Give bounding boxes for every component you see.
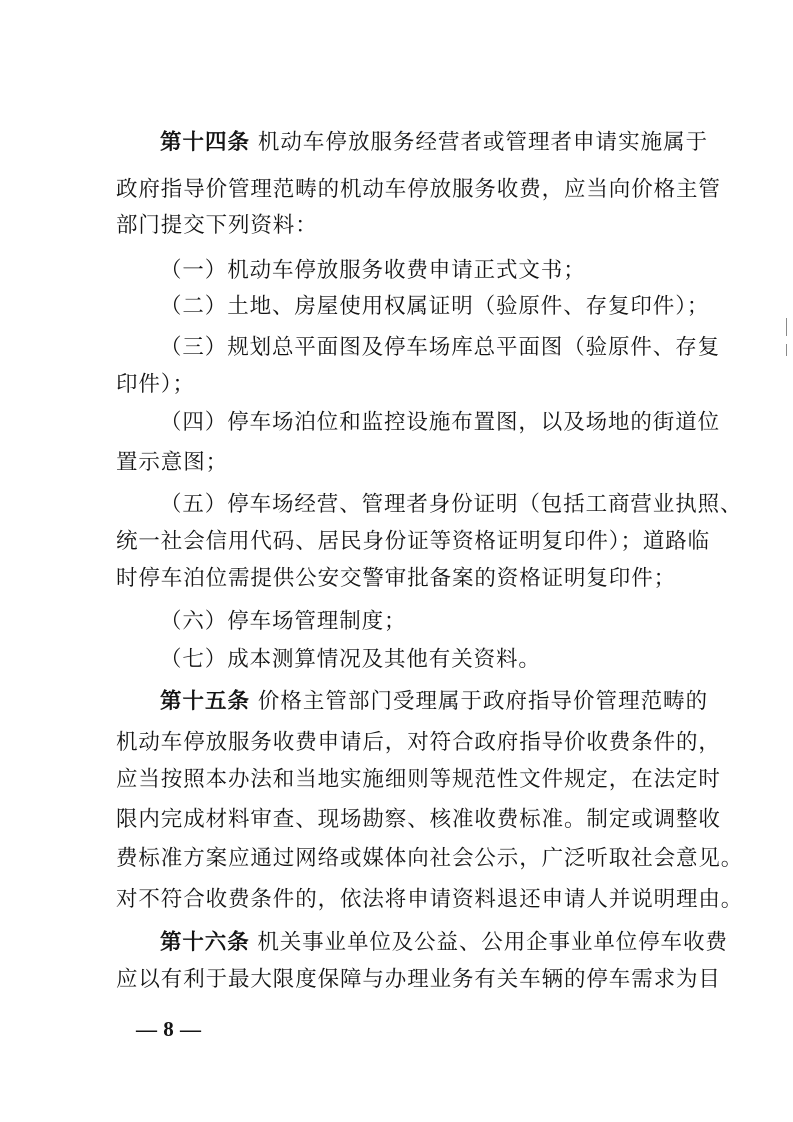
- article-14-item-5-line-2: 统一社会信用代码、居民身份证等资格证明复印件）；道路临: [116, 529, 711, 554]
- article-14-item-5-line-3: 时停车泊位需提供公安交警审批备案的资格证明复印件；: [116, 566, 677, 591]
- article-15-line-5: 费标准方案应通过网络或媒体向社会公示，广泛听取社会意见。: [116, 846, 744, 871]
- article-14-heading: 第十四条: [160, 130, 251, 155]
- article-16-line-1: [160, 928, 728, 958]
- article-15-line-1: [160, 687, 708, 717]
- article-14-item-3-line-1: （三）规划总平面图及停车场库总平面图（验原件、存复: [160, 335, 721, 360]
- article-14-line-2: 政府指导价管理范畴的机动车停放服务收费，应当向价格主管: [116, 177, 721, 202]
- article-14-item-2: （二）土地、房屋使用权属证明（验原件、存复印件）；: [160, 294, 710, 319]
- article-14-line-3: 部门提交下列资料：: [116, 213, 318, 238]
- scan-mark: [786, 318, 787, 336]
- article-15-line-4: 限内完成材料审查、现场勘察、核准收费标准。制定或调整收: [116, 807, 721, 832]
- article-14-item-3-line-2: 印件）；: [116, 372, 195, 397]
- article-16-intro-text: 机关事业单位及公益、公用企事业单位停车收费: [257, 930, 728, 955]
- article-15-line-3: 应当按照本办法和当地实施细则等规范性文件规定，在法定时: [116, 767, 721, 792]
- article-16-heading: 第十六条: [160, 930, 250, 955]
- article-14-item-4-line-1: （四）停车场泊位和监控设施布置图，以及场地的街道位: [160, 410, 721, 435]
- article-14-item-4-line-2: 置示意图；: [116, 450, 229, 475]
- article-14-item-5-line-1: （五）停车场经营、管理者身份证明（包括工商营业执照、: [160, 492, 743, 517]
- article-14-intro-text: 机动车停放服务经营者或管理者申请实施属于: [257, 130, 708, 155]
- article-14-item-6: （六）停车场管理制度；: [160, 609, 407, 634]
- article-16-line-2: 应以有利于最大限度保障与办理业务有关车辆的停车需求为目: [116, 967, 721, 992]
- article-15-heading: 第十五条: [160, 689, 251, 714]
- article-15-intro-text: 价格主管部门受理属于政府指导价管理范畴的: [257, 689, 708, 714]
- article-14-item-7: （七）成本测算情况及其他有关资料。: [160, 647, 541, 672]
- article-15-line-6: 对不符合收费条件的，依法将申请资料退还申请人并说明理由。: [116, 887, 744, 912]
- article-14-item-1: （一）机动车停放服务收费申请正式文书；: [160, 258, 586, 283]
- scan-mark: [786, 344, 787, 356]
- page-number: — 8 —: [136, 1017, 202, 1041]
- article-14-line-1: [160, 128, 708, 158]
- article-15-line-2: 机动车停放服务收费申请后，对符合政府指导价收费条件的，: [116, 730, 721, 755]
